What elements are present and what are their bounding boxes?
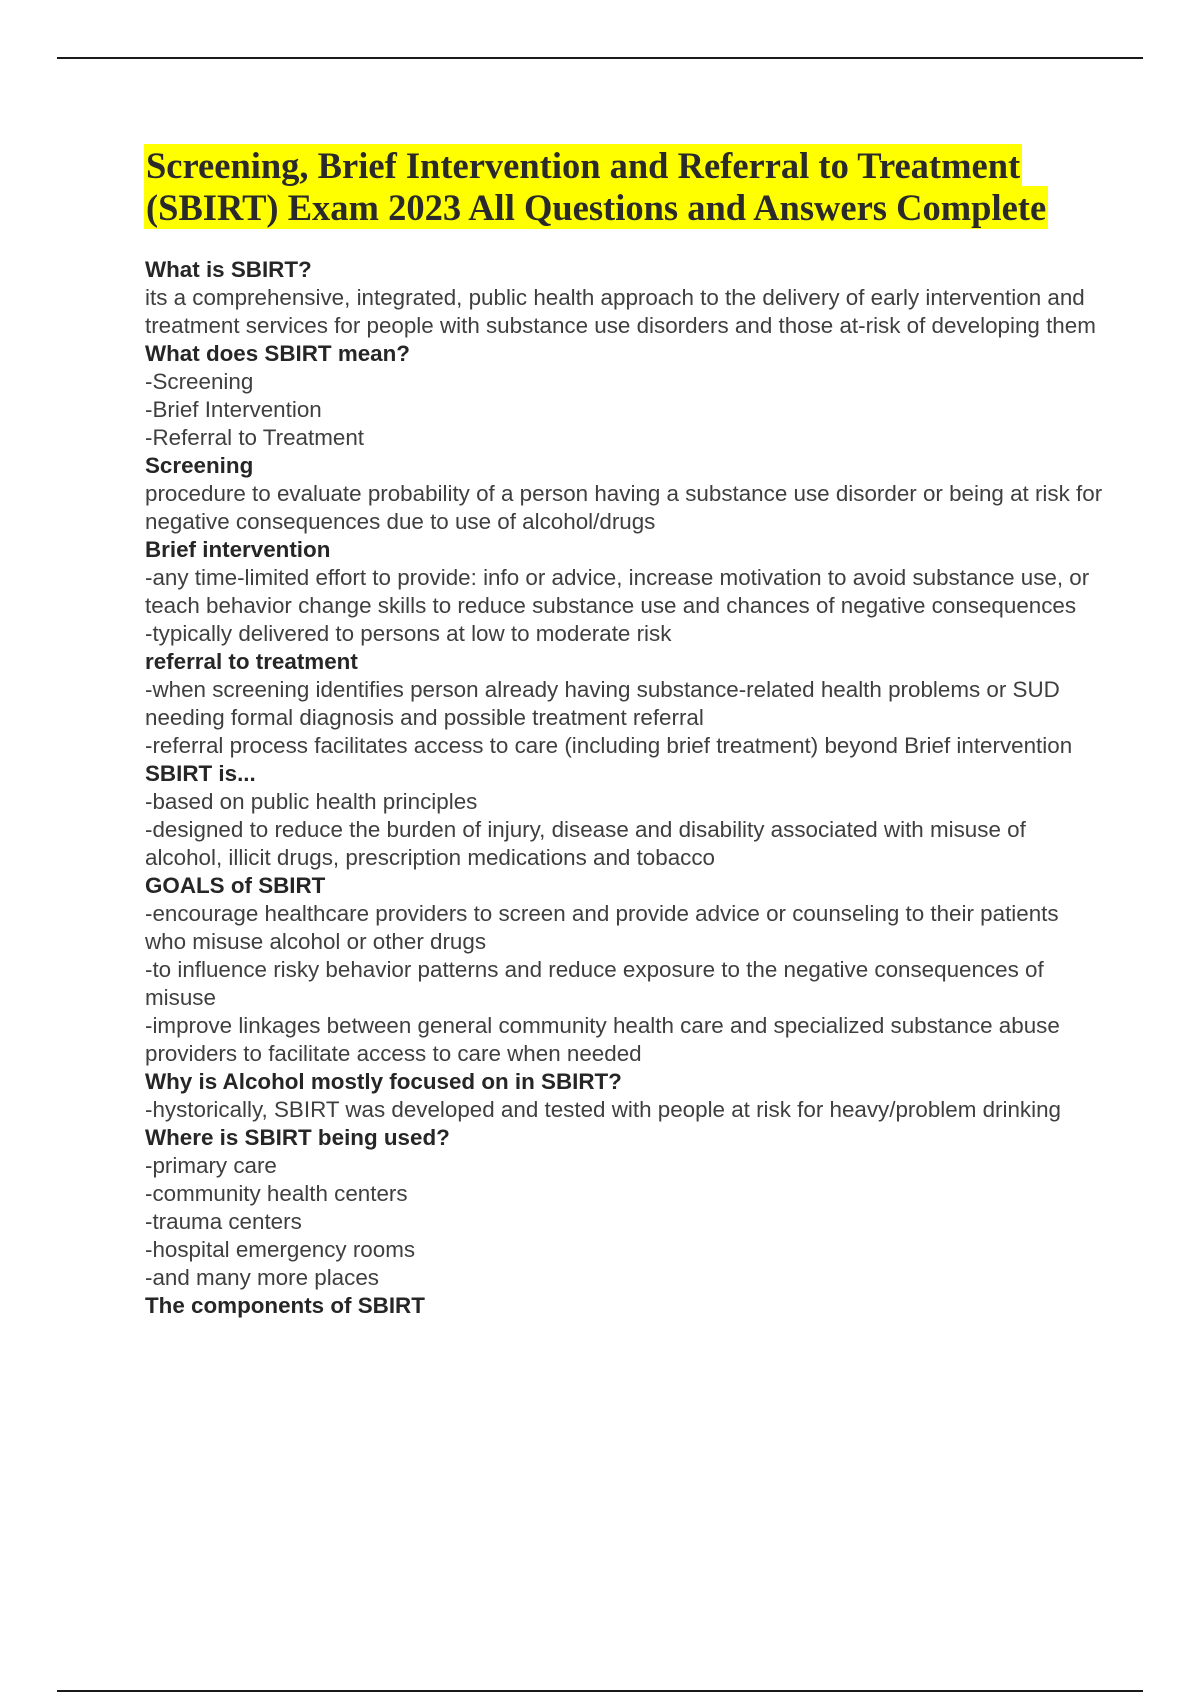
question: SBIRT is...	[145, 761, 256, 786]
answer: procedure to evaluate probability of a person having a substance use disorder or being at risk for negative consequences due to use of alcohol/drugs	[145, 481, 1103, 534]
qa-item	[145, 872, 1105, 1068]
qa-item	[145, 648, 1105, 760]
qa-item	[145, 1124, 1105, 1292]
answer: -any time-limited effort to provide: info or advice, increase motivation to avoid substance use, or teach behavior change skills to reduce substance use and chances of negative consequences -typically delivered to persons at low to moderate risk	[145, 565, 1090, 646]
question: What does SBIRT mean?	[145, 341, 410, 366]
question: The components of SBIRT	[145, 1293, 425, 1318]
answer: -based on public health principles -designed to reduce the burden of injury, disease and disability associated with misuse of alcohol, illicit drugs, prescription medications and tobacco	[145, 789, 1026, 870]
question: referral to treatment	[145, 649, 358, 674]
answer: -primary care -community health centers -trauma centers -hospital emergency rooms -and many more places	[145, 1153, 416, 1290]
qa-item	[145, 1068, 1105, 1124]
title-highlight: Screening, Brief Intervention and Referral to Treatment (SBIRT) Exam 2023 All Questions and Answers Complete	[146, 145, 1047, 228]
answer: its a comprehensive, integrated, public health approach to the delivery of early intervention and treatment services for people with substance use disorders and those at-risk of developing them	[145, 285, 1096, 338]
qa-item	[145, 1292, 1105, 1320]
question: Why is Alcohol mostly focused on in SBIRT?	[145, 1069, 622, 1094]
qa-item	[145, 340, 1105, 452]
answer: -Screening -Brief Intervention -Referral to Treatment	[145, 369, 365, 450]
answer: -encourage healthcare providers to screen and provide advice or counseling to their patients who misuse alcohol or other drugs -to influence risky behavior patterns and reduce exposure to the negative consequences of misuse -improve linkages between general community health care and specialized substance abuse providers to facilitate access to care when needed	[145, 901, 1060, 1066]
answer: -when screening identifies person already having substance-related health problems or SUD needing formal diagnosis and possible treatment referral -referral process facilitates access to care (including brief treatment) beyond Brief intervention	[145, 677, 1073, 758]
document-title	[144, 145, 1104, 229]
answer: -hystorically, SBIRT was developed and tested with people at risk for heavy/problem drinking	[145, 1097, 1061, 1122]
question: What is SBIRT?	[145, 257, 312, 282]
question: Screening	[145, 453, 254, 478]
qa-item	[145, 536, 1105, 648]
qa-item	[145, 760, 1105, 872]
qa-list	[145, 256, 1105, 1320]
question: Where is SBIRT being used?	[145, 1125, 450, 1150]
qa-item	[145, 256, 1105, 340]
qa-item	[145, 452, 1105, 536]
top-rule	[57, 57, 1143, 59]
bottom-rule	[57, 1690, 1143, 1692]
question: GOALS of SBIRT	[145, 873, 326, 898]
question: Brief intervention	[145, 537, 331, 562]
